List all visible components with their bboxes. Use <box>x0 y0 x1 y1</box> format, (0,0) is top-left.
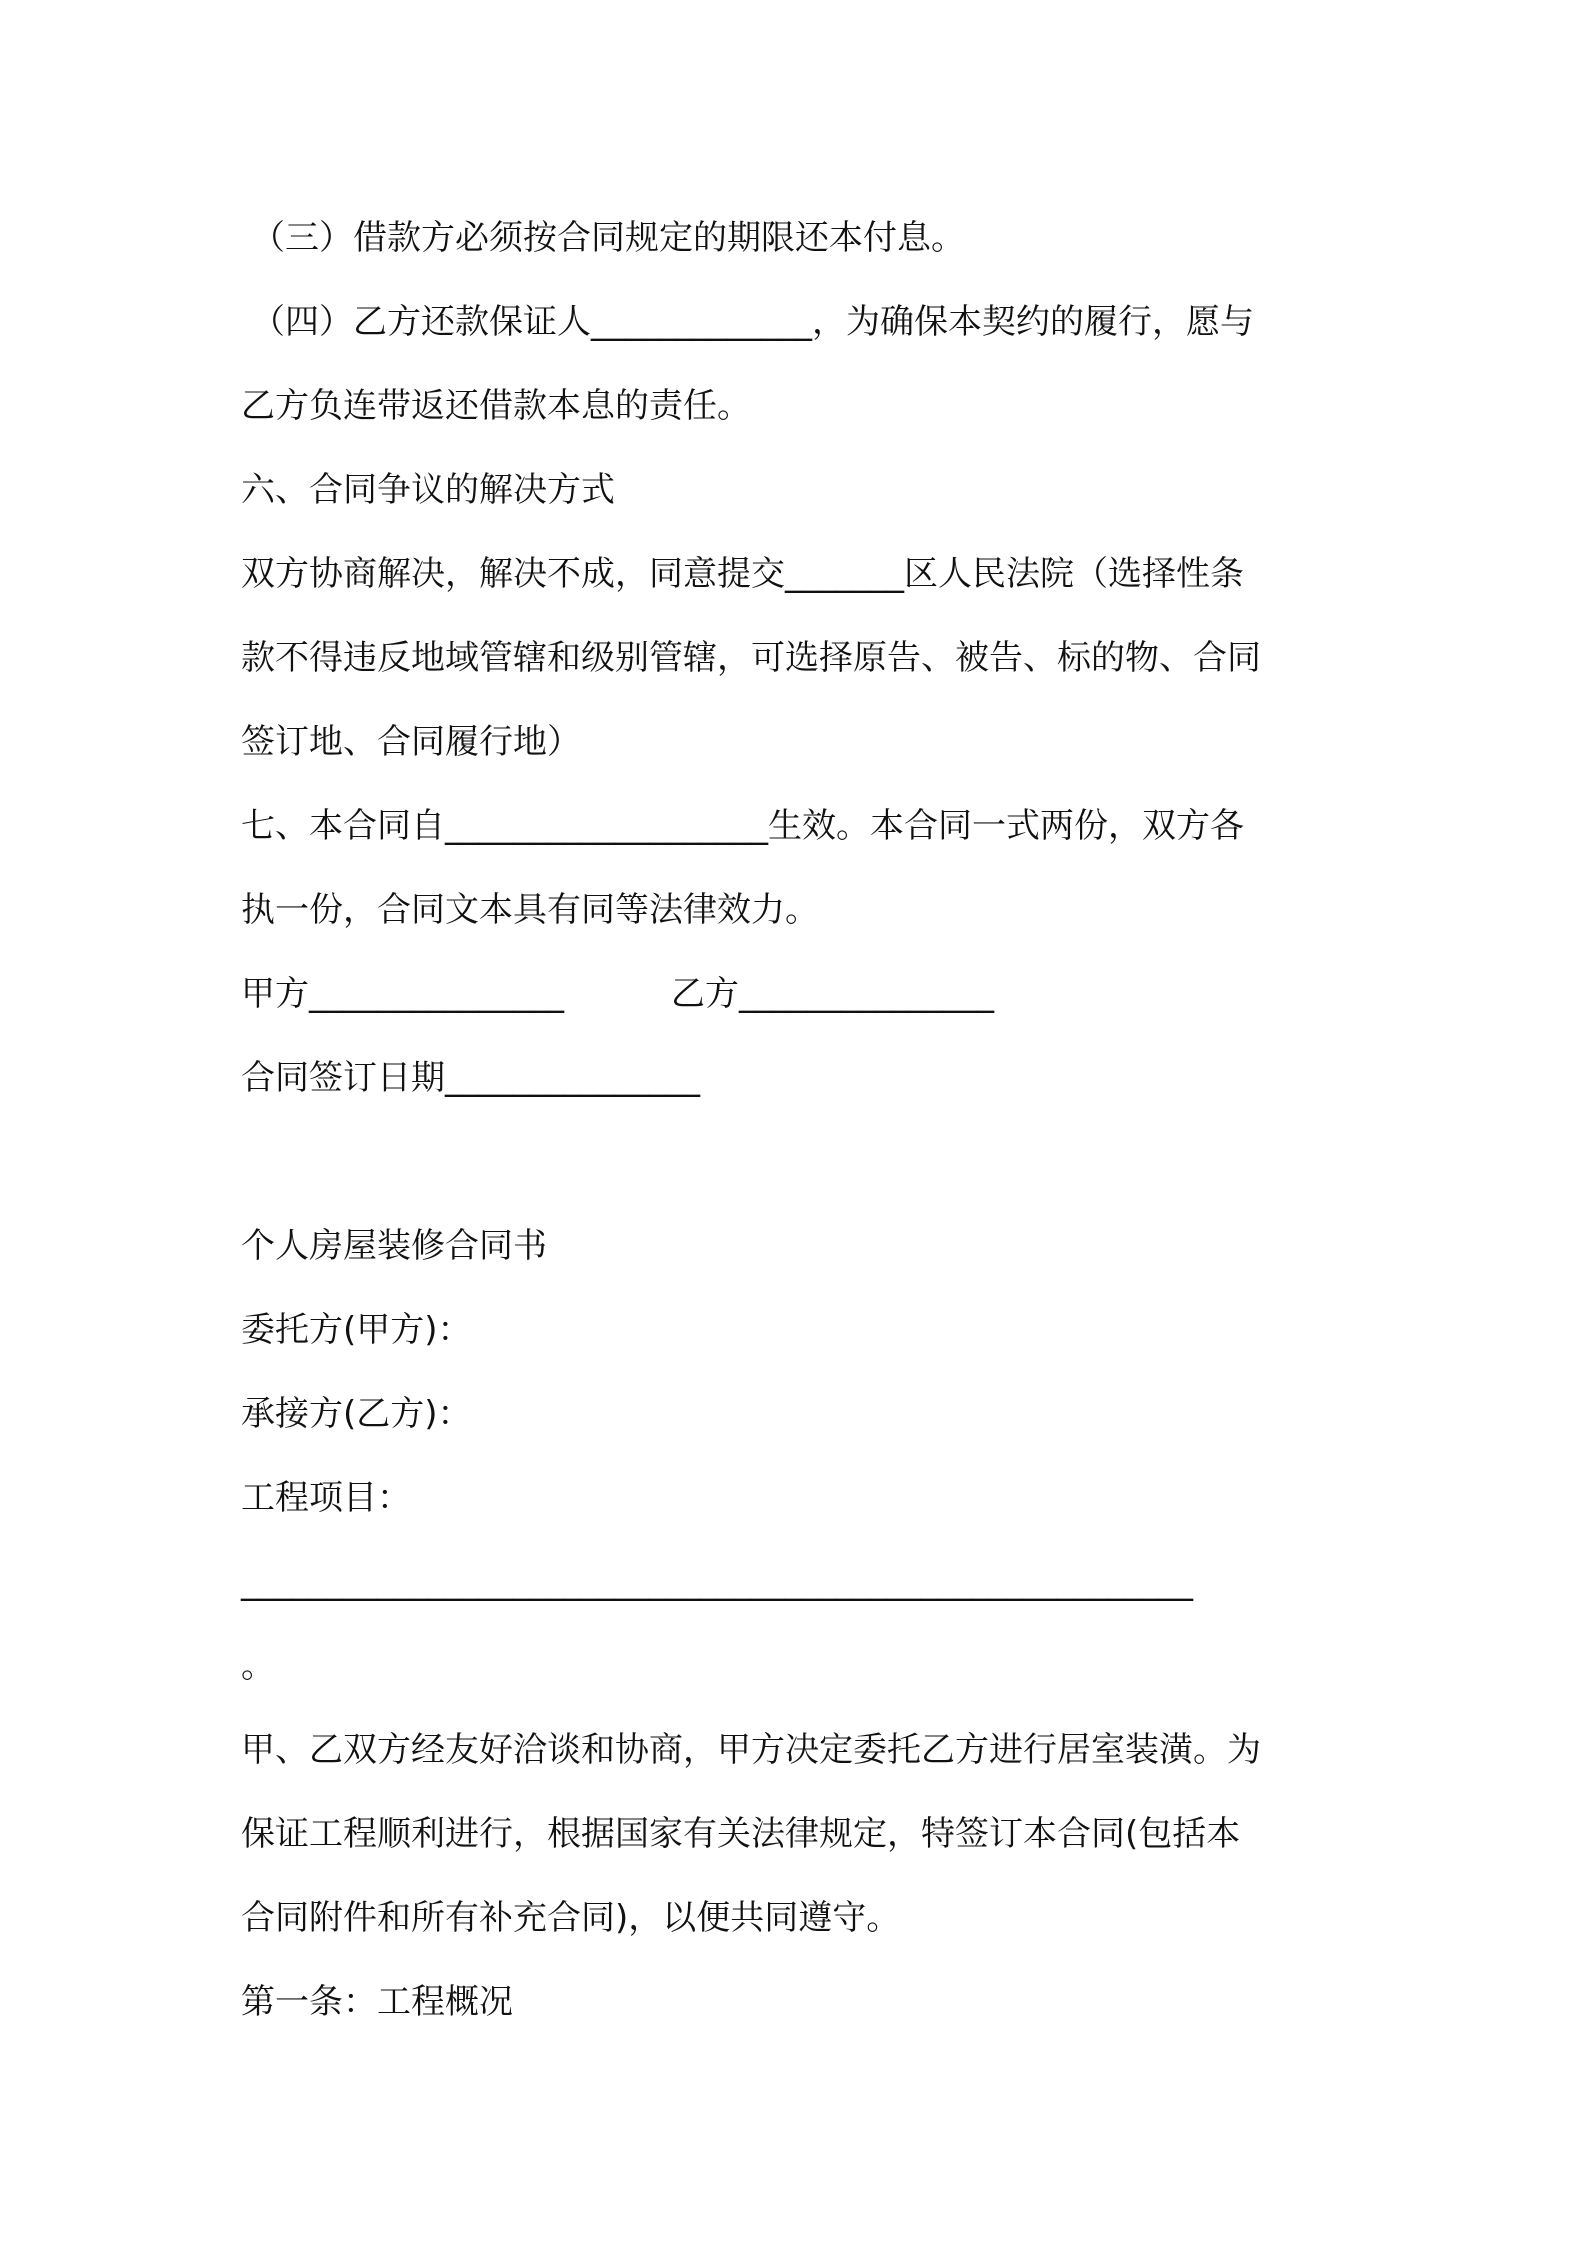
signature-row <box>241 952 1361 1036</box>
dispute-text-line-3: 签订地、合同履行地） <box>241 722 581 762</box>
dispute-text-line-1: 双方协商解决，解决不成，同意提交_______区人民法院（选择性条 <box>241 554 1244 594</box>
second-contract-title: 个人房屋装修合同书 <box>241 1226 547 1266</box>
party-b-signature: 乙方_______________ <box>671 974 994 1014</box>
section-7-line-2: 执一份，合同文本具有同等法律效力。 <box>241 890 819 930</box>
intro-line-3: 合同附件和所有补充合同)，以便共同遵守。 <box>241 1898 901 1938</box>
article-one-heading: 第一条：工程概况 <box>241 1982 513 2022</box>
document-body <box>241 196 1361 2044</box>
dispute-text-line-2: 款不得违反地域管辖和级别管辖，可选择原告、被告、标的物、合同 <box>241 638 1261 678</box>
clause-3: （三）借款方必须按合同规定的期限还本付息。 <box>251 218 965 258</box>
intro-line-1: 甲、乙双方经友好洽谈和协商，甲方决定委托乙方进行居室装潢。为 <box>241 1730 1261 1770</box>
project-field: 工程项目： <box>241 1478 411 1518</box>
project-end-mark: 。 <box>241 1646 275 1686</box>
section-6-heading: 六、合同争议的解决方式 <box>241 470 615 510</box>
clause-4: （四）乙方还款保证人_____________，为确保本契约的履行，愿与 <box>251 302 1254 342</box>
project-blank-line: ________________________________________________________ <box>241 1562 1193 1602</box>
section-spacer <box>241 1120 1361 1204</box>
sign-date: 合同签订日期_______________ <box>241 1058 700 1098</box>
section-7-line-1: 七、本合同自___________________生效。本合同一式两份，双方各 <box>241 806 1244 846</box>
contractor-field: 承接方(乙方)： <box>241 1394 472 1434</box>
clause-4-continued: 乙方负连带返还借款本息的责任。 <box>241 386 751 426</box>
party-a-signature: 甲方_______________ <box>241 974 564 1014</box>
intro-line-2: 保证工程顺利进行，根据国家有关法律规定，特签订本合同(包括本 <box>241 1814 1241 1854</box>
client-field: 委托方(甲方)： <box>241 1310 472 1350</box>
